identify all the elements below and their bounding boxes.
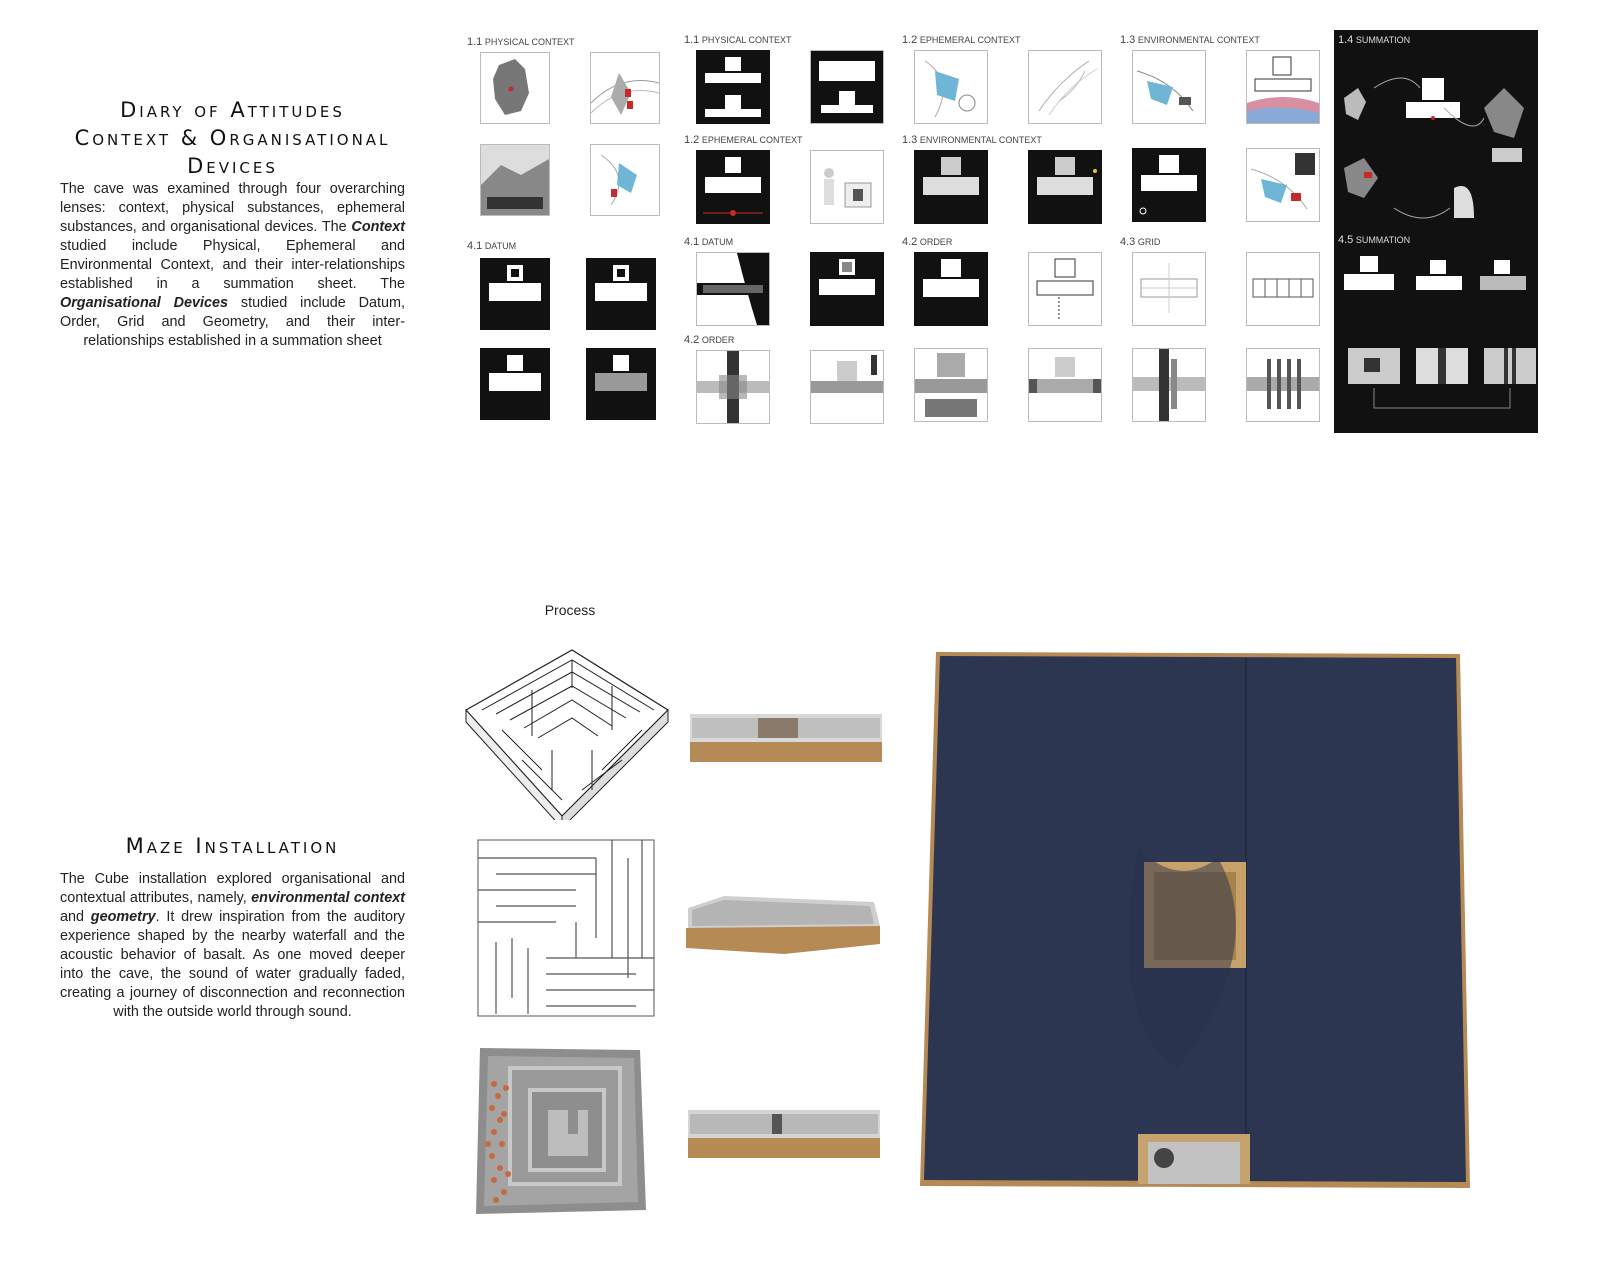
plan-tile xyxy=(1132,148,1206,222)
sheet-label: 1.3 ENVIRONMENTAL CONTEXT xyxy=(1120,34,1260,46)
diary-title-line1: Diary of Attitudes xyxy=(120,98,345,122)
plan-tile xyxy=(586,348,656,420)
sheet-label: 4.1 DATUM xyxy=(467,240,517,252)
diary-text-part3: studied include Datum, Order, Grid and Geometry, and their inter-relationships established in a summation sheet xyxy=(60,295,405,349)
contour-tile xyxy=(1028,50,1102,124)
sheet-label: 1.1 PHYSICAL CONTEXT xyxy=(684,34,792,46)
model-perspective-photo xyxy=(684,894,882,956)
figure-tile xyxy=(810,150,884,224)
plan-tile xyxy=(810,252,884,326)
order-tile xyxy=(810,350,884,424)
plan-tile xyxy=(480,348,550,420)
summation-diagram-2 xyxy=(1334,248,1538,428)
order-tile xyxy=(1028,348,1102,422)
model-section-photo xyxy=(686,1108,882,1160)
sheet-label: 1.2 EPHEMERAL CONTEXT xyxy=(684,134,803,146)
summation-diagram xyxy=(1334,48,1538,248)
sheet-ephemeral-order xyxy=(898,30,1108,435)
diary-title-line2: Context & Organisational xyxy=(74,126,391,150)
sheet-environmental-grid xyxy=(1116,30,1326,435)
process-label: Process xyxy=(544,602,596,618)
map-tile xyxy=(480,52,550,124)
sheet-label: 1.3 ENVIRONMENTAL CONTEXT xyxy=(902,134,1042,146)
plan-tile xyxy=(480,258,550,330)
diary-text-context: Context xyxy=(351,219,405,235)
maze-description xyxy=(60,870,405,1022)
plan-tile xyxy=(696,150,770,224)
grid-tile xyxy=(1132,348,1206,422)
diary-title xyxy=(60,96,405,180)
maze-text-part3: . It drew inspiration from the auditory experience shaped by the nearby waterfall and the acoustic behavior of basalt. As one moved deeper into the cave, the sound of water gradually faded, creating a journey of disconnection and reconnection with the outside world through sound. xyxy=(60,909,405,1020)
plan-tile xyxy=(696,50,770,124)
plan-tile xyxy=(914,252,988,326)
diary-title-line3: Devices xyxy=(187,154,278,178)
sketch-tile xyxy=(480,144,550,216)
grid-tile xyxy=(1246,348,1320,422)
water-tile xyxy=(1132,50,1206,124)
plan-tile xyxy=(1028,150,1102,224)
water-tile xyxy=(590,144,660,216)
sheet-summation xyxy=(1334,30,1538,433)
grid-tile xyxy=(1246,252,1320,326)
diary-text-part2: studied include Physical, Ephemeral and Environmental Context, and their inter-relationships established in a summation sheet. The xyxy=(60,238,405,292)
sheet-label: 4.2 ORDER xyxy=(902,236,953,248)
maze-model-photo xyxy=(474,1044,650,1216)
sheet-label: 1.2 EPHEMERAL CONTEXT xyxy=(902,34,1021,46)
plan-tile xyxy=(914,150,988,224)
maze-axonometric-drawing xyxy=(462,640,672,820)
climate-tile xyxy=(1246,50,1320,124)
maze-text-part1: The Cube installation explored organisational and contextual attributes, namely, xyxy=(60,871,405,906)
diary-text-part1: The cave was examined through four overarching lenses: context, physical substances, ephemeral substances, and organisational devices. The xyxy=(60,181,405,235)
water-tile xyxy=(1246,148,1320,222)
plan-tile xyxy=(810,50,884,124)
sheet-context-datum xyxy=(680,30,890,435)
sheet-label: 4.5 SUMMATION xyxy=(1338,234,1411,246)
model-elevation-photo xyxy=(688,712,884,764)
contour-tile xyxy=(590,52,660,124)
sheet-label: 4.2 ORDER xyxy=(684,334,735,346)
water-tile xyxy=(914,50,988,124)
maze-text-part2: and xyxy=(60,909,91,925)
order-tile xyxy=(696,350,770,424)
diary-description xyxy=(60,180,405,351)
sheet-label: 4.3 GRID xyxy=(1120,236,1161,248)
maze-plan-drawing xyxy=(476,838,656,1018)
sheet-label: 4.1 DATUM xyxy=(684,236,734,248)
section-tile xyxy=(696,252,770,326)
sheet-physical-context xyxy=(462,30,672,435)
maze-installation-model-photo xyxy=(918,648,1472,1190)
sheet-label: 1.4 SUMMATION xyxy=(1338,34,1411,46)
order-tile xyxy=(914,348,988,422)
plan-tile xyxy=(586,258,656,330)
maze-title: Maze Installation xyxy=(125,834,340,858)
grid-tile xyxy=(1132,252,1206,326)
plan-tile xyxy=(1028,252,1102,326)
diary-text-devices: Organisational Devices xyxy=(60,295,229,311)
maze-text-env: environmental context xyxy=(251,890,405,906)
maze-text-geom: geometry xyxy=(90,909,156,925)
sheet-label: 1.1 PHYSICAL CONTEXT xyxy=(467,36,575,48)
